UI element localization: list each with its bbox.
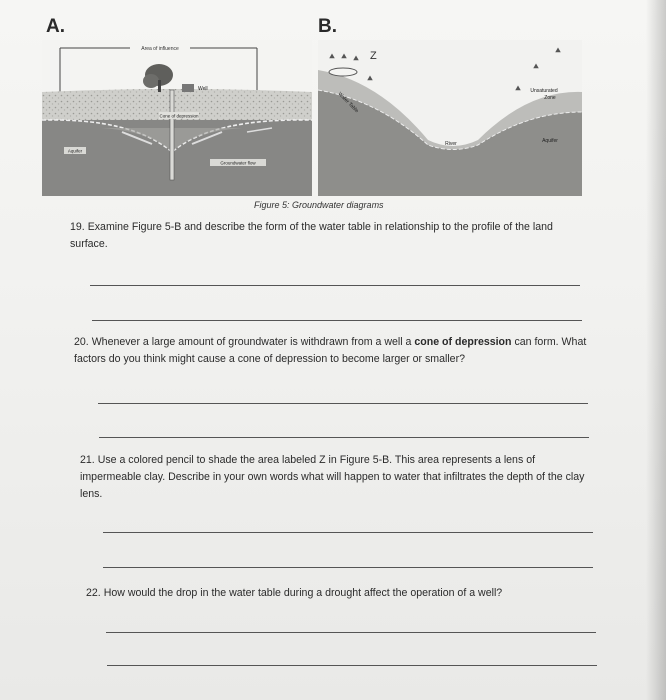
question-number: 22.	[86, 587, 101, 599]
svg-text:⯅: ⯅	[514, 84, 522, 95]
zone-label: Zone	[544, 95, 556, 101]
svg-text:⯅: ⯅	[366, 74, 374, 85]
groundwater-flow-label: Groundwater flow	[220, 160, 256, 166]
answer-line[interactable]	[106, 632, 596, 633]
answer-line[interactable]	[107, 665, 597, 666]
figure-b-label: B.	[318, 16, 337, 37]
cone-of-depression-term: cone of depression	[414, 336, 512, 348]
z-label: Z	[370, 50, 377, 62]
figure-b-diagram	[318, 40, 582, 196]
water-table-label: Water Table	[336, 91, 360, 115]
svg-text:⯅: ⯅	[532, 62, 540, 73]
figure-caption: Figure 5: Groundwater diagrams	[254, 200, 384, 210]
question-22	[86, 585, 602, 602]
area-of-influence-label: Area of influence	[141, 46, 179, 52]
well-label: Well	[198, 86, 208, 92]
question-20	[74, 334, 594, 368]
question-number: 20.	[74, 336, 89, 348]
aquifer-label-a: Aquifer	[67, 148, 83, 154]
unsaturated-label: Unsaturated	[530, 88, 558, 94]
question-19	[70, 219, 590, 253]
question-text-pre: Whenever a large amount of groundwater is withdrawn from a well a	[91, 336, 415, 348]
answer-line[interactable]	[103, 532, 593, 533]
answer-line[interactable]	[99, 437, 589, 438]
aquifer-label-b: Aquifer	[542, 138, 558, 144]
question-number: 19.	[70, 221, 85, 233]
question-number: 21.	[80, 454, 95, 466]
river-label: River	[445, 141, 457, 147]
question-text: Use a colored pencil to shade the area labeled Z in Figure 5-B. This area represents a lens of impermeable clay. Describe in your own words what will happen to water that infiltrates the depth of the clay lens.	[80, 454, 585, 500]
svg-text:⯅: ⯅	[352, 54, 360, 65]
question-text: How would the drop in the water table during a drought affect the operation of a well?	[103, 587, 503, 599]
figure-a-label: A.	[46, 16, 65, 37]
answer-line[interactable]	[103, 567, 593, 568]
answer-line[interactable]	[98, 403, 588, 404]
question-text: Examine Figure 5-B and describe the form of the water table in relationship to the profile of the land surface.	[70, 221, 553, 250]
cone-of-depression-label: Cone of depression	[159, 113, 199, 119]
question-21	[80, 452, 596, 503]
answer-line[interactable]	[90, 285, 580, 286]
figure-a-diagram	[42, 40, 312, 196]
svg-text:⯅: ⯅	[554, 46, 562, 57]
answer-line[interactable]	[92, 320, 582, 321]
svg-text:⯅: ⯅	[340, 52, 348, 63]
question-text-post: can form. What factors do you think might cause a cone of depression to become larger or smaller?	[74, 336, 587, 365]
svg-text:⯅: ⯅	[328, 52, 336, 63]
